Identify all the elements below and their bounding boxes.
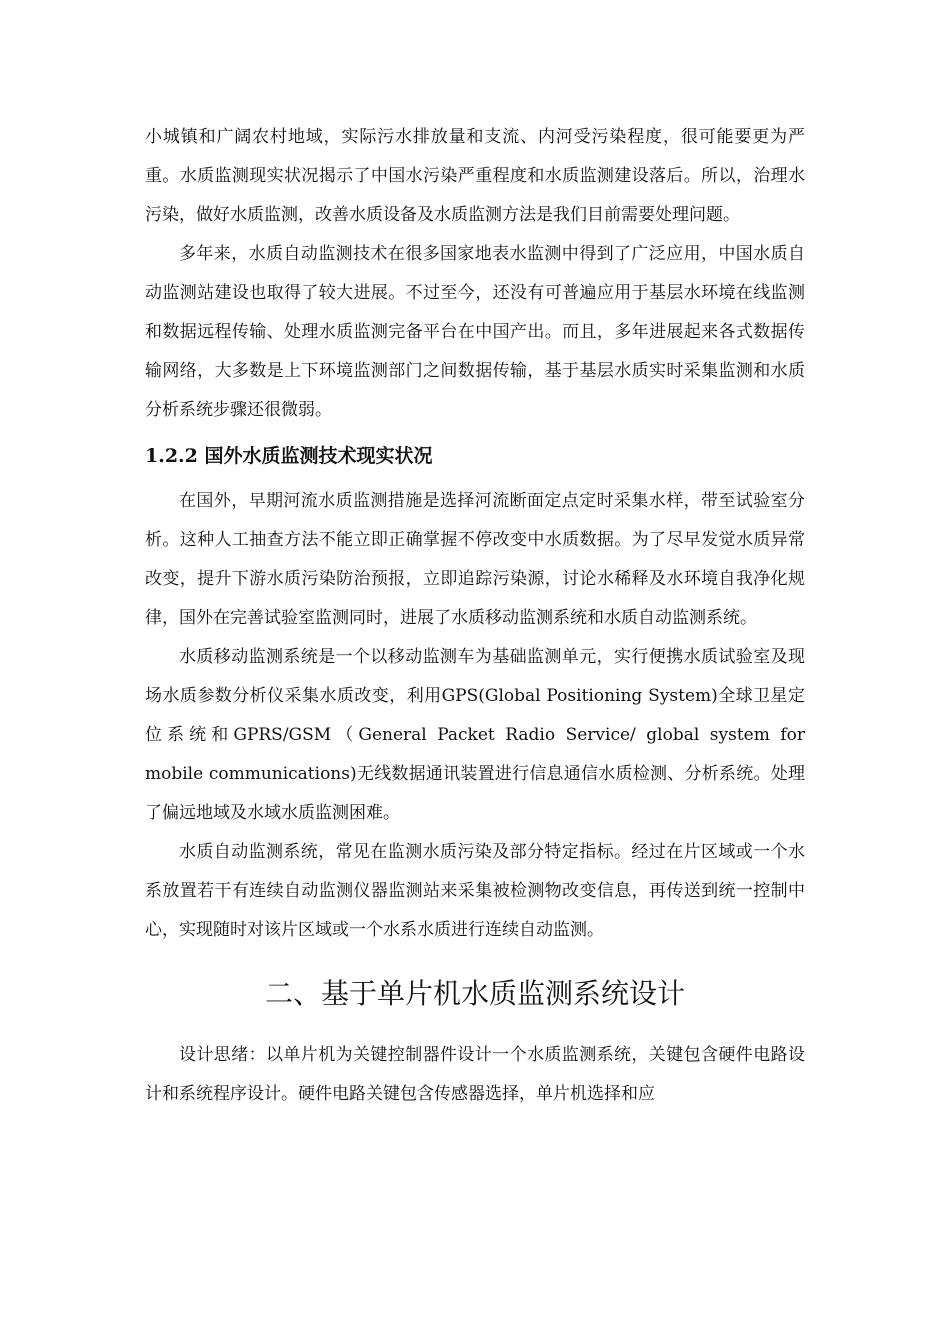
paragraph-design-idea: 设计思绪：以单片机为关键控制器件设计一个水质监测系统，关键包含硬件电路设计和系统程序设计。硬件电路关键包含传感器选择，单片机选择和应	[145, 1045, 805, 1104]
section-heading-1-2-2: 1.2.2 国外水质监测技术现实状况	[145, 445, 433, 467]
paragraph-pollution-status: 小城镇和广阔农村地域，实际污水排放量和支流、内河受污染程度，很可能要更为严重。水质监测现实状况揭示了中国水污染严重程度和水质监测建设落后。所以，治理水污染，做好水质监测，改善水质设备及水质监测方法是我们目前需要处理问题。	[145, 127, 805, 225]
paragraph-foreign-early-methods: 在国外，早期河流水质监测措施是选择河流断面定点定时采集水样，带至试验室分析。这种人工抽查方法不能立即正确掌握不停改变中水质数据。为了尽早发觉水质异常改变，提升下游水质污染防治预报，立即追踪污染源，讨论水稀释及水环境自我净化规律，国外在完善试验室监测同时，进展了水质移动监测系统和水质自动监测系统。	[145, 491, 805, 628]
document-body	[145, 118, 805, 1114]
paragraph-domestic-monitoring: 多年来，水质自动监测技术在很多国家地表水监测中得到了广泛应用，中国水质自动监测站建设也取得了较大进展。不过至今，还没有可普遍应用于基层水环境在线监测和数据远程传输、处理水质监测完备平台在中国产出。而且，多年进展起来各式数据传输网络，大多数是上下环境监测部门之间数据传输，基于基层水质实时采集监测和水质分析系统步骤还很微弱。	[145, 244, 805, 420]
paragraph-mobile-monitoring: 水质移动监测系统是一个以移动监测车为基础监测单元，实行便携水质试验室及现场水质参数分析仪采集水质改变，利用GPS(Global Positioning System)全球卫星定位系统和GPRS/GSM（General Packet Radio Service/ global system for mobile communications)无线数据通讯装置进行信息通信水质检测、分析系统。处理了偏远地域及水域水质监测困难。	[145, 647, 805, 823]
paragraph-automatic-monitoring: 水质自动监测系统，常见在监测水质污染及部分特定指标。经过在片区域或一个水系放置若干有连续自动监测仪器监测站来采集被检测物改变信息，再传送到统一控制中心，实现随时对该片区域或一个水系水质进行连续自动监测。	[145, 842, 805, 940]
chapter-heading-2: 二、基于单片机水质监测系统设计	[264, 977, 685, 1010]
